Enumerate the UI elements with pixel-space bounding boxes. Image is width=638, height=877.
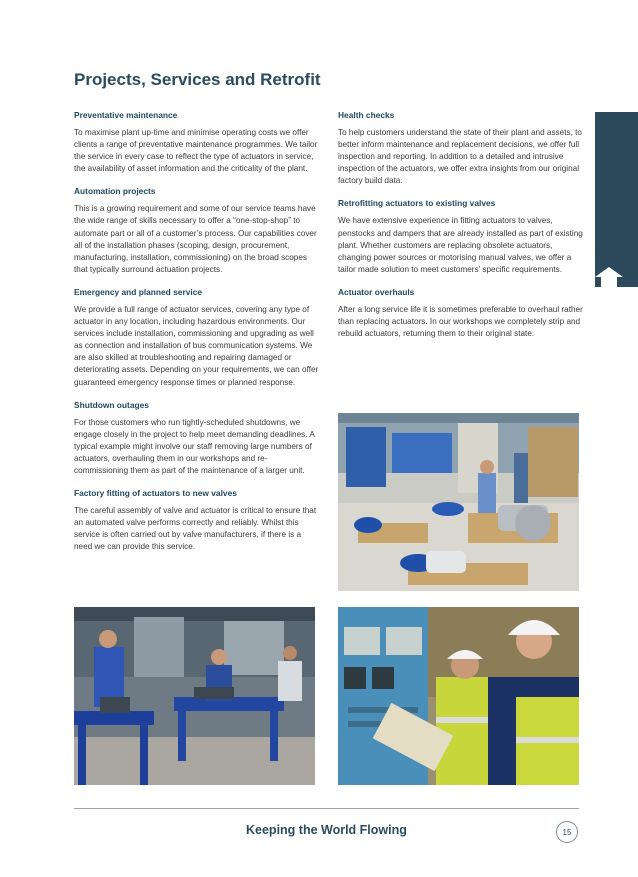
section-heading: Emergency and planned service xyxy=(74,286,203,297)
section-heading: Preventative maintenance xyxy=(74,110,178,120)
page-title: Projects, Services and Retrofit xyxy=(74,70,321,89)
section-body: For those customers who run tightly-scheduled shutdowns, we engage closely in the project to help meet demanding deadlines. A typical example might involve our staff removing large numbers of actuators, overhauling them in our workshops and re-commissioning them as part of the maintenance of a larger unit. xyxy=(74,417,315,475)
section-heading: Retrofitting actuators to existing valves xyxy=(338,198,496,209)
section-body: After a long service life it is sometimes preferable to overhaul rather than replacing actuators. In our workshops we completely strip and rebuild actuators, returning them to their original state. xyxy=(338,304,583,339)
right-column xyxy=(338,110,583,351)
section-heading: Automation projects xyxy=(74,186,156,197)
footer-divider xyxy=(74,808,579,809)
section-preventative-maintenance xyxy=(74,110,319,175)
section-factory-fitting xyxy=(74,488,319,553)
section-heading: Shutdown outages xyxy=(74,399,149,410)
section-body: The careful assembly of valve and actuator is critical to ensure that an automated valve performs correctly and reliably. Whilst this service is often carried out by valve manufacturers, if there is a need we can provide this service. xyxy=(74,506,317,552)
photo-engineers-control-panel xyxy=(338,607,579,785)
section-emergency-planned-service xyxy=(74,287,319,389)
section-body: This is a growing requirement and some of our service teams have the wide range of skills necessary to offer a “one-stop-shop” to automate part or all of a customer’s process. Our capabilities cover all of the installation phases (scoping, design, procurement, manufacturing, installation, commissioning) on the broad scopes that typically surround actuation projects. xyxy=(74,204,317,274)
footer-tagline: Keeping the World Flowing xyxy=(246,823,407,837)
photo-actuator-workshop xyxy=(338,413,579,591)
section-body: We provide a full range of actuator services, covering any type of actuator in any location, including hazardous environments. Our services include installation, commissioning and upgrading as well as connection and installation of bus communication systems. We are also skilled at troubleshooting and repairing damaged or deteriorating assets. Depending on your requirements, we can offer guaranteed emergency response times or planned response. xyxy=(74,304,319,387)
workshop-illustration xyxy=(338,413,579,591)
section-shutdown-outages xyxy=(74,400,319,477)
section-automation-projects xyxy=(74,186,319,276)
section-body: We have extensive experience in fitting actuators to valves, penstocks and dampers that are already installed as part of existing plant. Whether customers are replacing obsolete actuators, changing power sources or motorising manual valves, we offer a tailor made solution to meet customers’ specific requirements. xyxy=(338,216,583,274)
side-tab xyxy=(595,112,638,287)
technicians-illustration xyxy=(74,607,315,785)
section-heading: Health checks xyxy=(338,110,395,120)
page-number: 15 xyxy=(556,821,578,843)
section-retrofitting xyxy=(338,198,583,275)
engineers-illustration xyxy=(338,607,579,785)
section-heading: Actuator overhauls xyxy=(338,286,415,297)
left-column xyxy=(74,110,319,564)
arrow-up-icon xyxy=(595,112,638,287)
section-body: To help customers understand the state of their plant and assets, to better inform maintenance and replacement decisions, we offer full inspection and reporting. In addition to a detailed and intrusive inspection of the actuators, we offer extra insights from our original factory build data. xyxy=(338,128,582,186)
section-health-checks xyxy=(338,110,583,187)
photo-technicians-workbench xyxy=(74,607,315,785)
section-actuator-overhauls xyxy=(338,287,583,340)
section-body: To maximise plant up-time and minimise operating costs we offer clients a range of preventative maintenance programmes. We tailor the service in every case to reflect the type of actuators in service, the availability of asset information and the criticality of the plant. xyxy=(74,128,318,174)
section-heading: Factory fitting of actuators to new valves xyxy=(74,488,237,499)
